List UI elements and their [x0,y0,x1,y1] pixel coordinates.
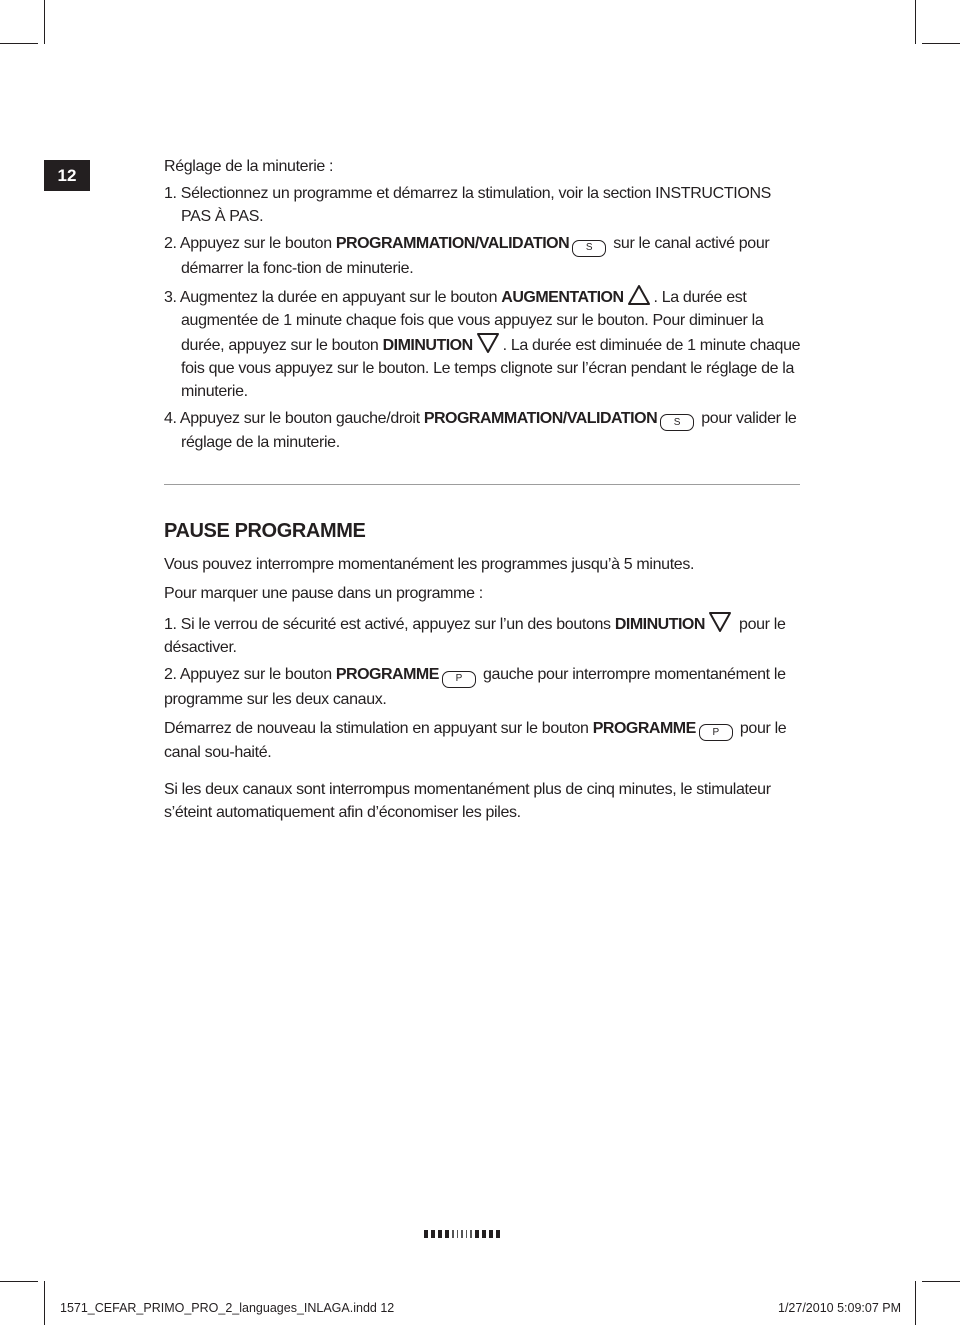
section-divider [164,484,800,485]
registration-bar [482,1230,486,1238]
p-key-icon: P [442,671,476,688]
list-item: 3. Augmentez la durée en appuyant sur le bouton AUGMENTATION . La durée est augmentée de 1 minute chaque fois que vous appuyez sur le bouton. Pour diminuer la durée, appuyez sur le bouton DIMINUTION . La durée est diminuée de 1 minute chaque fois que vous appuyez sur le bouton. Le temps clignote sur l’écran pendant le réglage de la minuterie. [164,284,804,403]
footer-filename: 1571_CEFAR_PRIMO_PRO_2_languages_INLAGA.indd 12 [60,1294,394,1322]
section-title: PAUSE PROGRAMME [164,520,366,542]
triangle-down-icon [708,611,732,633]
list-item: 2. Appuyez sur le bouton PROGRAMME P gauche pour interrompre momentanément le programme sur les deux canaux. [164,666,786,708]
crop-mark [0,1281,38,1282]
button-name: DIMINUTION [382,336,473,354]
crop-mark [915,1281,916,1325]
list-item: 2. Appuyez sur le bouton PROGRAMMATION/VALIDATION S sur le canal activé pour démarrer la fonc-tion de minuterie. [164,235,770,277]
registration-bar [457,1230,459,1238]
registration-bar [461,1230,463,1238]
triangle-down-icon [476,332,500,354]
crop-mark [44,0,45,44]
registration-bar [470,1230,472,1238]
list-item: 1. Si le verrou de sécurité est activé, appuyez sur l’un des boutons DIMINUTION pour le désactiver. [164,611,804,659]
timer-intro: Réglage de la minuterie : [164,158,334,175]
crop-mark [44,1281,45,1325]
crop-mark [922,43,960,44]
paragraph: Si les deux canaux sont interrompus momentanément plus de cinq minutes, le stimulateur s’éteint automatiquement afin d’économiser les piles. [164,781,771,821]
registration-bar [438,1230,442,1238]
list-item: 1. Sélectionnez un programme et démarrez la stimulation, voir la section INSTRUCTIONS PAS À PAS. [164,185,771,225]
registration-bar [424,1230,428,1238]
triangle-up-icon [627,284,651,306]
button-name: PROGRAMMATION/VALIDATION [335,235,570,252]
button-name: PROGRAMME [335,666,439,683]
p-key-icon: P [699,724,733,741]
crop-mark [0,43,38,44]
registration-bars [424,1230,500,1238]
paragraph: Pour marquer une pause dans un programme : [164,585,483,602]
button-name: DIMINUTION [614,616,705,633]
registration-bar [475,1230,479,1238]
paragraph: Démarrez de nouveau la stimulation en appuyant sur le bouton PROGRAMME P pour le canal sou-haité. [164,719,787,761]
s-key-icon: S [572,240,606,257]
list-item: 4. Appuyez sur le bouton gauche/droit PROGRAMMATION/VALIDATION S pour valider le réglage de la minuterie. [164,409,797,451]
page-number: 12 [44,160,90,191]
button-name: PROGRAMMATION/VALIDATION [423,409,658,427]
page-content [164,155,804,824]
registration-bar [452,1230,454,1238]
registration-bar [466,1230,468,1238]
crop-mark [915,0,916,44]
paragraph: Vous pouvez interrompre momentanément les programmes jusqu’à 5 minutes. [164,556,695,573]
footer-timestamp: 1/27/2010 5:09:07 PM [778,1294,901,1322]
registration-bar [489,1230,493,1238]
s-key-icon: S [660,414,694,431]
registration-bar [496,1230,500,1238]
registration-bar [431,1230,435,1238]
registration-bar [445,1230,449,1238]
button-name: PROGRAMME [592,719,696,737]
button-name: AUGMENTATION [501,288,624,306]
crop-mark [922,1281,960,1282]
